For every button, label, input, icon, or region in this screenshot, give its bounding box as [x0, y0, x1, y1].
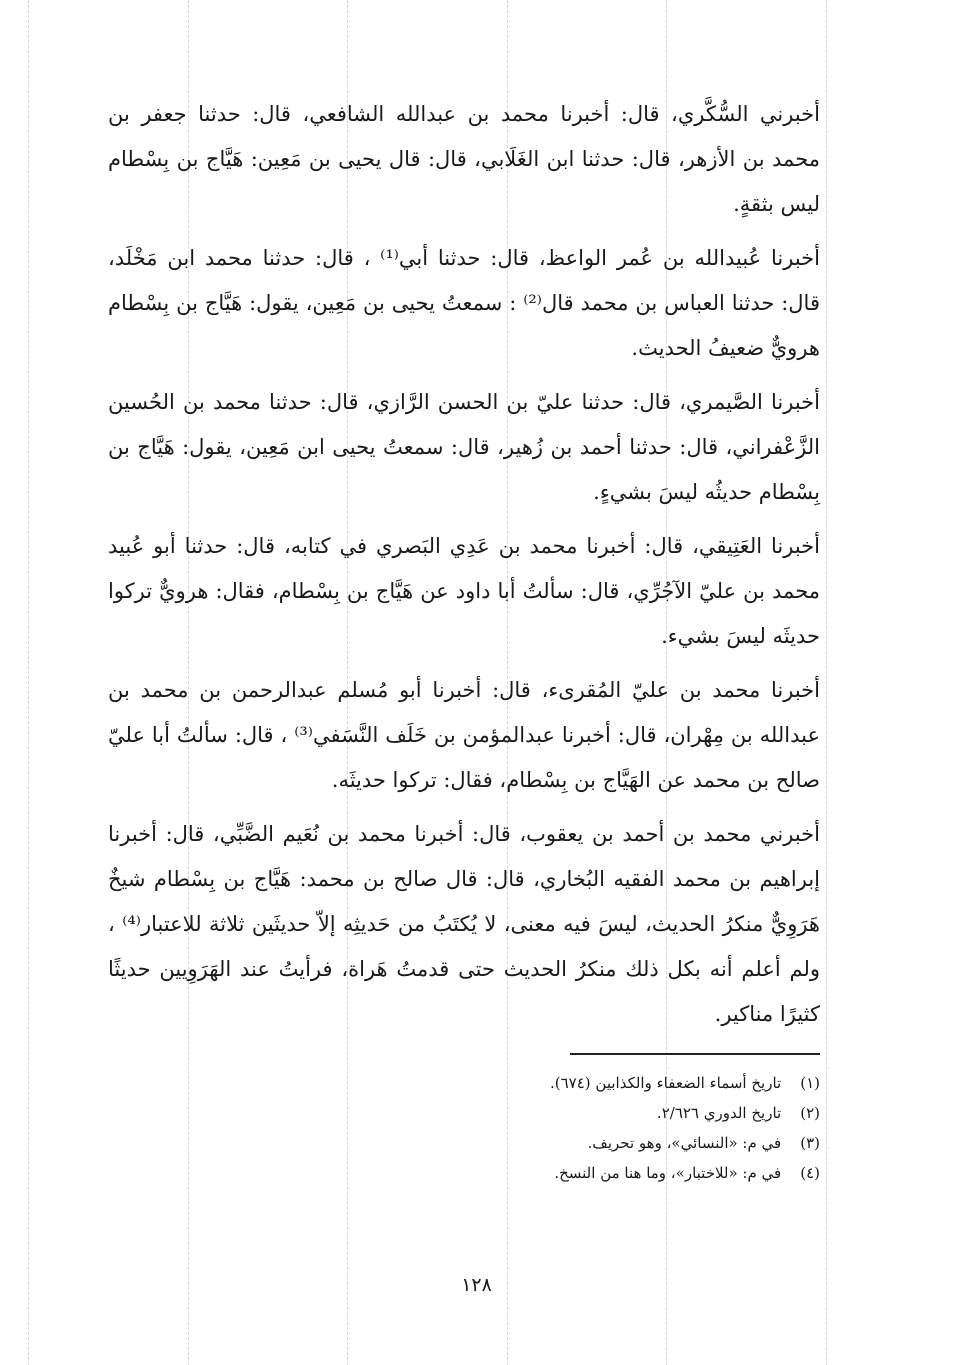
footnote-text: تاريخ الدوري ٢/٦٢٦. [656, 1104, 782, 1122]
scan-guide-line [28, 0, 29, 1365]
footnote [108, 1158, 820, 1188]
paragraph: أخبرني محمد بن أحمد بن يعقوب، قال: أخبرنا محمد بن نُعَيم الضَّبِّي، قال: أخبرنا إبراهيم بن محمد الفقيه البُخاري، قال: قال صالح بن محمد: هَيَّاج بن بِسْطام شيخٌ هَرَوِيٌّ منكرُ الحديث، ليسَ فيه معنى، لا يُكتَبُ من حَديثِه إلاّ حديثَين ثلاثة للاعتبار⁽⁴⁾ ، ولم أعلم أنه بكل ذلك منكرُ الحديث حتى قدمتُ هَراة، فرأيتُ عند الهَرَوِيين حديثًا كثيرًا مناكير. [108, 822, 820, 1026]
footnote-text: تاريخ أسماء الضعفاء والكذابين (٦٧٤). [550, 1074, 782, 1092]
footnote-divider [570, 1053, 820, 1055]
footnote [108, 1098, 820, 1128]
page-number: ١٢٨ [461, 1274, 492, 1296]
footnote-number: (٣) [800, 1134, 820, 1152]
footnote-text: في م: «للاختبار»، وما هنا من النسخ. [554, 1164, 782, 1182]
footnotes [108, 1068, 820, 1188]
footnote-text: في م: «النسائي»، وهو تحريف. [587, 1134, 782, 1152]
scan-guide-line [826, 0, 827, 1365]
paragraph: أخبرني السُّكَّري، قال: أخبرنا محمد بن عبدالله الشافعي، قال: حدثنا جعفر بن محمد بن الأزهر، قال: حدثنا ابن الغَلَابي، قال: قال يحيى بن مَعِين: هَيَّاج بن بِسْطام ليس بثقةٍ. [108, 102, 820, 216]
paragraph: أخبرنا العَتِيقي، قال: أخبرنا محمد بن عَدِي البَصري في كتابه، قال: حدثنا أبو عُبيد محمد بن عليّ الآجُرِّي، قال: سألتُ أبا داود عن هَيَّاج بن بِسْطام، فقال: هرويٌّ تركوا حديثَه ليسَ بشيء. [108, 534, 820, 648]
footnote-number: (١) [800, 1074, 820, 1092]
footnote [108, 1068, 820, 1098]
paragraph: أخبرنا عُبيدالله بن عُمر الواعظ، قال: حدثنا أبي⁽¹⁾ ، قال: حدثنا محمد ابن مَخْلَد، قال: حدثنا العباس بن محمد قال⁽²⁾ : سمعتُ يحيى بن مَعِين، يقول: هَيَّاج بن بِسْطام هرويٌّ ضعيفُ الحديث. [108, 246, 820, 360]
footnote-number: (٢) [800, 1104, 820, 1122]
footnote [108, 1128, 820, 1158]
page-body [108, 92, 820, 1046]
paragraph: أخبرنا محمد بن عليّ المُقرىء، قال: أخبرنا أبو مُسلم عبدالرحمن بن محمد بن عبدالله بن مِهْران، قال: أخبرنا عبدالمؤمن بن خَلَف النَّسَفي⁽³⁾ ، قال: سألتُ أبا عليّ صالح بن محمد عن الهَيَّاج بن بِسْطام، فقال: تركوا حديثَه. [108, 678, 820, 792]
paragraph: أخبرنا الصَّيمري، قال: حدثنا عليّ بن الحسن الرَّازي، قال: حدثنا محمد بن الحُسين الزَّعْفراني، قال: حدثنا أحمد بن زُهير، قال: سمعتُ يحيى ابن مَعِين، يقول: هَيَّاج بن بِسْطام حديثُه ليسَ بشيءٍ. [108, 390, 820, 504]
footnote-number: (٤) [800, 1164, 820, 1182]
